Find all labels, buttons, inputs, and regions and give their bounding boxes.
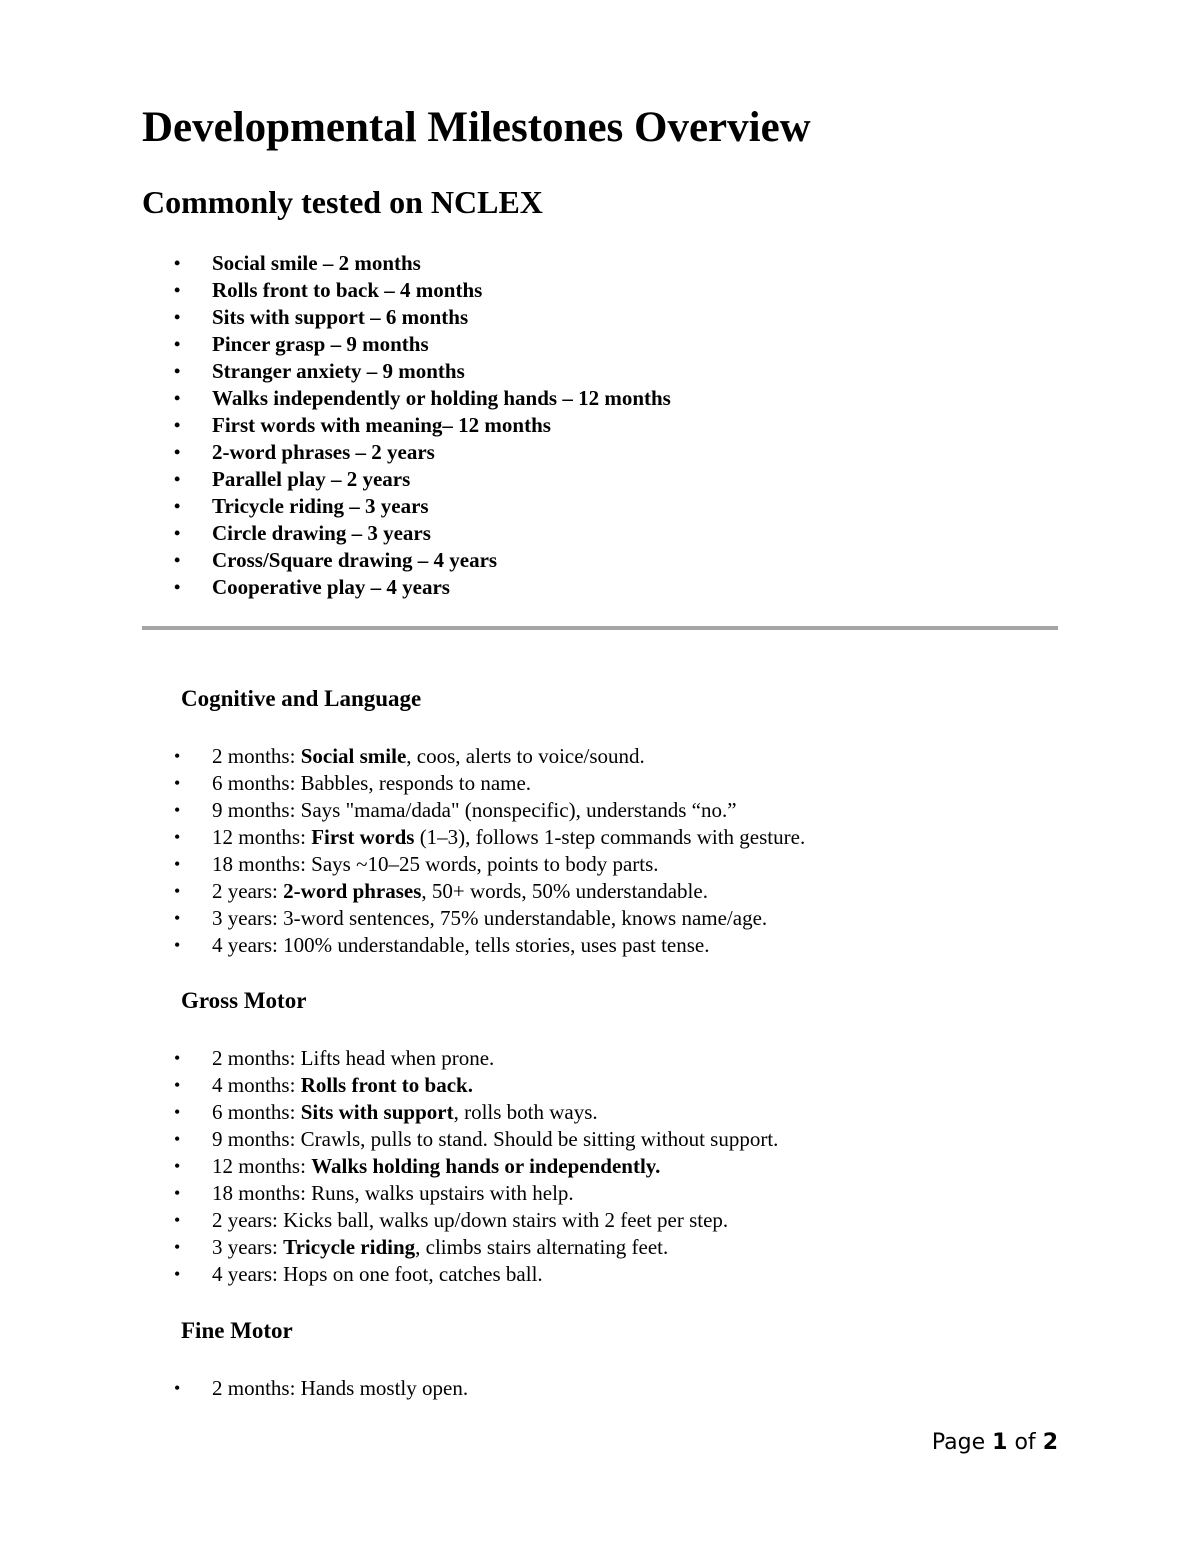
document-title: Developmental Milestones Overview: [142, 104, 811, 151]
bullet-icon: •: [174, 388, 181, 408]
bullet-icon: •: [174, 1048, 181, 1068]
bullet-icon: •: [174, 496, 181, 516]
bullet-icon: •: [174, 1075, 181, 1095]
list-item-lead: 18 months: Runs, walks upstairs with help.: [212, 1181, 574, 1205]
bullet-icon: •: [174, 253, 181, 273]
list-item-text: Circle drawing – 3 years: [212, 521, 431, 545]
bullet-icon: •: [174, 334, 181, 354]
bullet-icon: •: [174, 935, 181, 955]
list-item: [0, 1045, 778, 1072]
document-subtitle: Commonly tested on NCLEX: [142, 184, 543, 220]
list-item: [0, 824, 805, 851]
list-item: [0, 412, 671, 439]
bullet-icon: •: [174, 469, 181, 489]
bullet-icon: •: [174, 415, 181, 435]
list-item-text: Cross/Square drawing – 4 years: [212, 548, 498, 572]
nclex-milestone-list: [0, 250, 671, 601]
list-item: [0, 878, 805, 905]
list-item-bold: 2-word phrases: [283, 879, 422, 903]
bullet-icon: •: [174, 1129, 181, 1149]
list-item-lead: 12 months:: [212, 825, 312, 849]
list-item-text: Pincer grasp – 9 months: [212, 332, 429, 356]
bullet-icon: •: [174, 827, 181, 847]
bullet-icon: •: [174, 1378, 181, 1398]
list-item-bold: Rolls front to back.: [300, 1073, 473, 1097]
bullet-icon: •: [174, 361, 181, 381]
list-item-lead: 9 months: Says "mama/dada" (nonspecific), understands “no.”: [212, 798, 737, 822]
list-item-text: Sits with support – 6 months: [212, 305, 469, 329]
list-item-rest: , rolls both ways.: [453, 1100, 598, 1124]
list-item-lead: 4 months:: [212, 1073, 301, 1097]
bullet-icon: •: [174, 523, 181, 543]
list-item-rest: , coos, alerts to voice/sound.: [406, 744, 645, 768]
bullet-icon: •: [174, 550, 181, 570]
list-item: [0, 1234, 778, 1261]
list-item-lead: 3 years: 3-word sentences, 75% understandable, knows name/age.: [212, 906, 768, 930]
list-item-rest: , 50+ words, 50% understandable.: [421, 879, 708, 903]
list-item: [0, 439, 671, 466]
current-page: 1: [992, 1430, 1008, 1455]
list-item: [0, 770, 805, 797]
list-item-lead: 6 months: Babbles, responds to name.: [212, 771, 532, 795]
list-item: [0, 1261, 778, 1288]
bullet-icon: •: [174, 307, 181, 327]
list-item-lead: 2 months:: [212, 744, 301, 768]
gross-motor-milestone-list: [0, 1045, 778, 1288]
bullet-icon: •: [174, 1237, 181, 1257]
bullet-icon: •: [174, 800, 181, 820]
list-item: [0, 1375, 468, 1402]
list-item-lead: 18 months: Says ~10–25 words, points to body parts.: [212, 852, 659, 876]
list-item-text: Stranger anxiety – 9 months: [212, 359, 465, 383]
bullet-icon: •: [174, 773, 181, 793]
list-item: [0, 304, 671, 331]
list-item: [0, 493, 671, 520]
list-item: [0, 932, 805, 959]
list-item-lead: 2 years: Kicks ball, walks up/down stairs with 2 feet per step.: [212, 1208, 729, 1232]
page-label: Page: [931, 1430, 986, 1455]
list-item-lead: 9 months: Crawls, pulls to stand. Should be sitting without support.: [212, 1127, 779, 1151]
cognitive-milestone-list: [0, 743, 805, 959]
list-item-bold: Tricycle riding: [283, 1235, 416, 1259]
bullet-icon: •: [174, 908, 181, 928]
bullet-icon: •: [174, 881, 181, 901]
list-item: [0, 1153, 778, 1180]
list-item-lead: 12 months:: [212, 1154, 312, 1178]
list-item-text: Cooperative play – 4 years: [212, 575, 450, 599]
bullet-icon: •: [174, 1210, 181, 1230]
of-label: of: [1014, 1430, 1036, 1455]
list-item-lead: 4 years: 100% understandable, tells stories, uses past tense.: [212, 933, 710, 957]
list-item-lead: 6 months:: [212, 1100, 301, 1124]
list-item-bold: Walks holding hands or independently.: [311, 1154, 661, 1178]
bullet-icon: •: [174, 442, 181, 462]
total-pages: 2: [1042, 1430, 1058, 1455]
bullet-icon: •: [174, 1102, 181, 1122]
list-item-text: Rolls front to back – 4 months: [212, 278, 483, 302]
section-divider: [142, 626, 1058, 630]
list-item: [0, 574, 671, 601]
fine-motor-milestone-list: [0, 1375, 468, 1402]
list-item: [0, 466, 671, 493]
list-item-text: Parallel play – 2 years: [212, 467, 411, 491]
list-item-text: 2-word phrases – 2 years: [212, 440, 435, 464]
list-item: [0, 520, 671, 547]
list-item: [0, 797, 805, 824]
list-item-text: Walks independently or holding hands – 12 months: [212, 386, 671, 410]
list-item: [0, 358, 671, 385]
list-item-bold: Social smile: [300, 744, 407, 768]
list-item: [0, 250, 671, 277]
cognitive-heading: Cognitive and Language: [181, 686, 422, 711]
list-item: [0, 743, 805, 770]
bullet-icon: •: [174, 746, 181, 766]
list-item: [0, 1126, 778, 1153]
list-item-rest: (1–3), follows 1-step commands with gesture.: [414, 825, 806, 849]
list-item: [0, 1072, 778, 1099]
fine-motor-heading: Fine Motor: [181, 1318, 293, 1343]
bullet-icon: •: [174, 1183, 181, 1203]
list-item-text: Tricycle riding – 3 years: [212, 494, 429, 518]
list-item: [0, 1207, 778, 1234]
bullet-icon: •: [174, 1156, 181, 1176]
bullet-icon: •: [174, 854, 181, 874]
list-item: [0, 547, 671, 574]
list-item: [0, 1099, 778, 1126]
list-item-text: Social smile – 2 months: [212, 251, 421, 275]
list-item: [0, 1180, 778, 1207]
list-item: [0, 385, 671, 412]
list-item: [0, 277, 671, 304]
list-item-rest: , climbs stairs alternating feet.: [415, 1235, 669, 1259]
list-item-lead: 2 years:: [212, 879, 284, 903]
list-item-lead: 2 months: Lifts head when prone.: [212, 1046, 495, 1070]
bullet-icon: •: [174, 577, 181, 597]
list-item: [0, 331, 671, 358]
bullet-icon: •: [174, 1264, 181, 1284]
list-item-text: First words with meaning– 12 months: [212, 413, 551, 437]
list-item-lead: 4 years: Hops on one foot, catches ball.: [212, 1262, 543, 1286]
bullet-icon: •: [174, 280, 181, 300]
gross-motor-heading: Gross Motor: [181, 988, 307, 1013]
list-item-bold: Sits with support: [300, 1100, 454, 1124]
list-item: [0, 851, 805, 878]
list-item-bold: First words: [311, 825, 415, 849]
list-item-lead: 2 months: Hands mostly open.: [212, 1376, 469, 1400]
list-item-lead: 3 years:: [212, 1235, 284, 1259]
page-number: [932, 1429, 1058, 1457]
list-item: [0, 905, 805, 932]
